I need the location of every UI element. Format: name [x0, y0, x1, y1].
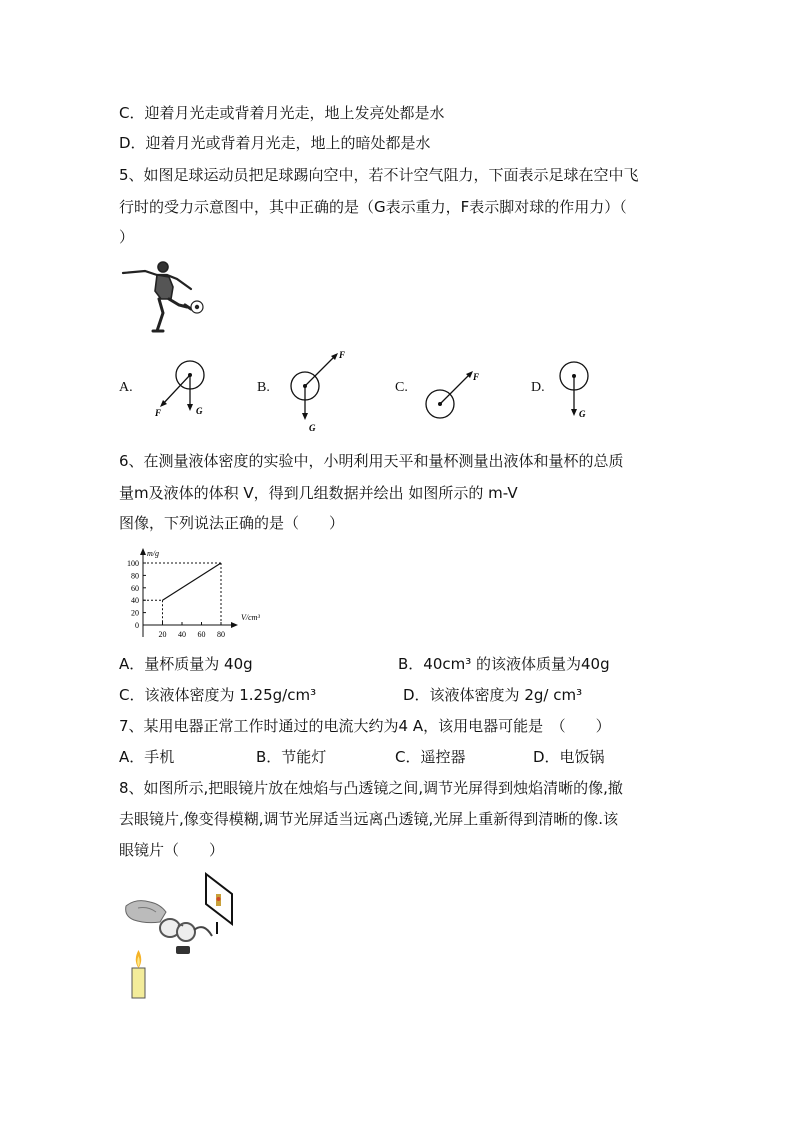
q6-stem-line1: 6、在测量液体密度的实验中，小明利用天平和量杯测量出液体和量杯的总质: [119, 452, 624, 470]
q5-option-c-label: C.: [395, 380, 408, 395]
q6-option-c: C．该液体密度为 1.25g/cm³: [119, 686, 317, 704]
svg-text:F: F: [155, 408, 162, 418]
q6-stem-line3: 图像，下列说法正确的是（ ）: [119, 514, 345, 532]
y-tick-label: 20: [131, 608, 139, 618]
q7-option-b: B．节能灯: [256, 748, 327, 766]
x-tick-label: 40: [178, 630, 186, 639]
y-tick-label: 100: [127, 559, 139, 568]
optics-experiment-illustration: [120, 872, 240, 1000]
q5-stem-line1: 5、如图足球运动员把足球踢向空中，若不计空气阻力，下面表示足球在空中飞: [119, 166, 639, 184]
q8-stem-line3: 眼镜片（ ）: [119, 841, 225, 859]
football-player-illustration: [117, 259, 213, 333]
y-tick-label: 40: [131, 596, 139, 606]
q7-option-a: A．手机: [119, 748, 175, 766]
x-tick-label: 80: [217, 630, 225, 639]
svg-text:F: F: [473, 372, 480, 382]
hand-holding-lens: [126, 901, 166, 923]
y-tick-label: 60: [131, 583, 139, 593]
svg-text:G: G: [196, 406, 203, 416]
y-axis-label: m/g: [147, 549, 159, 558]
y-tick-label: 80: [131, 571, 139, 581]
svg-text:F: F: [339, 350, 346, 360]
q7-option-d: D．电饭锅: [533, 748, 605, 766]
q6-option-d: D．该液体密度为 2g/ cm³: [403, 686, 583, 704]
q5-option-b-diagram: [285, 348, 355, 434]
convex-lens-stand: [176, 946, 190, 954]
q5-option-d-diagram: [556, 360, 606, 422]
q6-stem-line2: 量m及液体的体积 V，得到几组数据并绘出 如图所示的 m-V: [119, 484, 518, 502]
q7-option-c: C．遥控器: [395, 748, 466, 766]
q6-option-a: A．量杯质量为 40g: [119, 655, 253, 673]
q6-option-b: B．40cm³ 的该液体质量为40g: [398, 655, 610, 673]
m-v-graph: [117, 545, 267, 641]
q5-stem-line2: 行时的受力示意图中，其中正确的是（G表示重力，F表示脚对球的作用力）（: [119, 198, 627, 216]
x-tick-label: 60: [197, 630, 206, 639]
candle-icon: [132, 950, 145, 998]
q5-option-c-diagram: [420, 368, 490, 420]
q5-option-b-label: B.: [257, 380, 270, 395]
q5-option-d-label: D.: [531, 380, 545, 395]
y-tick-label: 0: [135, 621, 139, 630]
q5-option-a-diagram: [150, 355, 220, 425]
q7-stem: 7、某用电器正常工作时通过的电流大约为4 A，该用电器可能是 （ ）: [119, 717, 611, 735]
svg-text:G: G: [579, 409, 586, 419]
glasses-icon: [160, 919, 212, 941]
x-axis-label: V/cm³: [241, 613, 260, 622]
q5-option-a-label: A.: [119, 380, 133, 395]
x-tick-label: 20: [158, 630, 167, 639]
q8-stem-line2: 去眼镜片,像变得模糊,调节光屏适当远离凸透镜,光屏上重新得到清晰的像.该: [119, 810, 619, 828]
series-line: [163, 563, 222, 600]
q4-option-c: C．迎着月光走或背着月光走，地上发亮处都是水: [119, 104, 445, 122]
light-screen: [206, 874, 232, 934]
q5-stem-line3: ）: [119, 228, 135, 246]
q4-option-d: D．迎着月光或背着月光走，地上的暗处都是水: [119, 134, 431, 152]
svg-text:G: G: [309, 423, 316, 433]
q8-stem-line1: 8、如图所示,把眼镜片放在烛焰与凸透镜之间,调节光屏得到烛焰清晰的像,撤: [119, 779, 623, 797]
